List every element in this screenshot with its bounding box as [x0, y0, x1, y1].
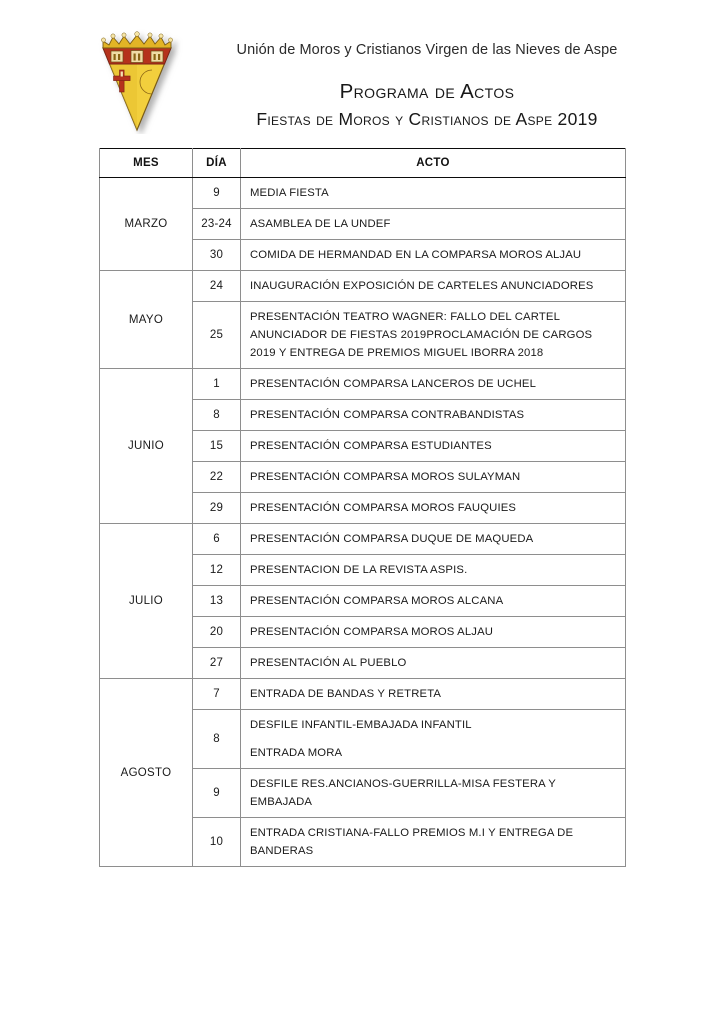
program-table [99, 148, 626, 867]
day-cell: 30 [193, 240, 241, 271]
event-cell [241, 617, 626, 648]
day-cell: 12 [193, 555, 241, 586]
event-line: DESFILE INFANTIL-EMBAJADA INFANTIL [250, 719, 472, 731]
column-header-acto: ACTO [241, 149, 626, 178]
event-line: INAUGURACIÓN EXPOSICIÓN DE CARTELES ANUNCIADORES [250, 280, 594, 292]
event-cell [241, 462, 626, 493]
table-row [100, 369, 626, 400]
event-line: PRESENTACIÓN COMPARSA MOROS ALJAU [250, 626, 494, 638]
event-line: PRESENTACIÓN TEATRO WAGNER: FALLO DEL CARTEL ANUNCIADOR DE FIESTAS 2019PROCLAMACIÓN DE CARGOS 2019 Y ENTREGA DE PREMIOS MIGUEL IBORRA 2018 [250, 311, 593, 359]
page-title: Programa de Actos [339, 80, 515, 103]
crest-shield-icon [97, 26, 183, 134]
event-cell [241, 769, 626, 818]
event-line: ENTRADA MORA [250, 747, 343, 759]
event-cell [241, 178, 626, 209]
table-body [100, 178, 626, 867]
event-cell [241, 555, 626, 586]
event-line: PRESENTACION DE LA REVISTA ASPIS. [250, 564, 468, 576]
program-table-container [99, 148, 625, 867]
table-row [100, 524, 626, 555]
event-line: COMIDA DE HERMANDAD EN LA COMPARSA MOROS ALJAU [250, 249, 582, 261]
page-subtitle: Fiestas de Moros y Cristianos de Aspe 2019 [256, 109, 598, 129]
event-cell [241, 524, 626, 555]
event-line: PRESENTACIÓN COMPARSA ESTUDIANTES [250, 440, 492, 452]
table-row [100, 679, 626, 710]
event-line: ENTRADA CRISTIANA-FALLO PREMIOS M.I Y ENTREGA DE BANDERAS [250, 827, 574, 857]
event-cell [241, 586, 626, 617]
event-line: PRESENTACIÓN COMPARSA MOROS FAUQUIES [250, 502, 517, 514]
month-cell: AGOSTO [100, 679, 193, 867]
day-cell: 29 [193, 493, 241, 524]
event-cell [241, 209, 626, 240]
event-line: ASAMBLEA DE LA UNDEF [250, 218, 391, 230]
month-cell: MAYO [100, 271, 193, 369]
event-line: PRESENTACIÓN COMPARSA MOROS ALCANA [250, 595, 504, 607]
column-header-mes: MES [100, 149, 193, 178]
event-line: MEDIA FIESTA [250, 187, 329, 199]
event-line: PRESENTACIÓN COMPARSA LANCEROS DE UCHEL [250, 378, 537, 390]
event-cell [241, 302, 626, 369]
table-row [100, 178, 626, 209]
day-cell: 24 [193, 271, 241, 302]
event-line: PRESENTACIÓN COMPARSA CONTRABANDISTAS [250, 409, 525, 421]
event-cell [241, 271, 626, 302]
day-cell: 10 [193, 818, 241, 867]
event-cell [241, 818, 626, 867]
day-cell: 13 [193, 586, 241, 617]
month-cell: MARZO [100, 178, 193, 271]
table-header [100, 149, 626, 178]
event-line: PRESENTACIÓN COMPARSA DUQUE DE MAQUEDA [250, 533, 534, 545]
day-cell: 23-24 [193, 209, 241, 240]
day-cell: 15 [193, 431, 241, 462]
table-row [100, 271, 626, 302]
event-cell [241, 679, 626, 710]
table-header-row [100, 149, 626, 178]
event-cell [241, 710, 626, 769]
day-cell: 20 [193, 617, 241, 648]
month-cell: JULIO [100, 524, 193, 679]
event-line: DESFILE RES.ANCIANOS-GUERRILLA-MISA FESTERA Y EMBAJADA [250, 778, 556, 808]
organization-line: Unión de Moros y Cristianos Virgen de las Nieves de Aspe [236, 42, 618, 58]
day-cell: 8 [193, 400, 241, 431]
event-cell [241, 400, 626, 431]
event-cell [241, 493, 626, 524]
event-cell [241, 648, 626, 679]
event-cell [241, 431, 626, 462]
day-cell: 1 [193, 369, 241, 400]
document-header [0, 0, 724, 140]
day-cell: 22 [193, 462, 241, 493]
event-cell [241, 369, 626, 400]
day-cell: 6 [193, 524, 241, 555]
month-cell: JUNIO [100, 369, 193, 524]
day-cell: 9 [193, 769, 241, 818]
day-cell: 8 [193, 710, 241, 769]
day-cell: 25 [193, 302, 241, 369]
day-cell: 9 [193, 178, 241, 209]
event-line: PRESENTACIÓN AL PUEBLO [250, 657, 407, 669]
day-cell: 27 [193, 648, 241, 679]
day-cell: 7 [193, 679, 241, 710]
header-text-block [190, 40, 664, 130]
event-line: ENTRADA DE BANDAS Y RETRETA [250, 688, 442, 700]
column-header-dia: DÍA [193, 149, 241, 178]
event-cell [241, 240, 626, 271]
event-line: PRESENTACIÓN COMPARSA MOROS SULAYMAN [250, 471, 521, 483]
